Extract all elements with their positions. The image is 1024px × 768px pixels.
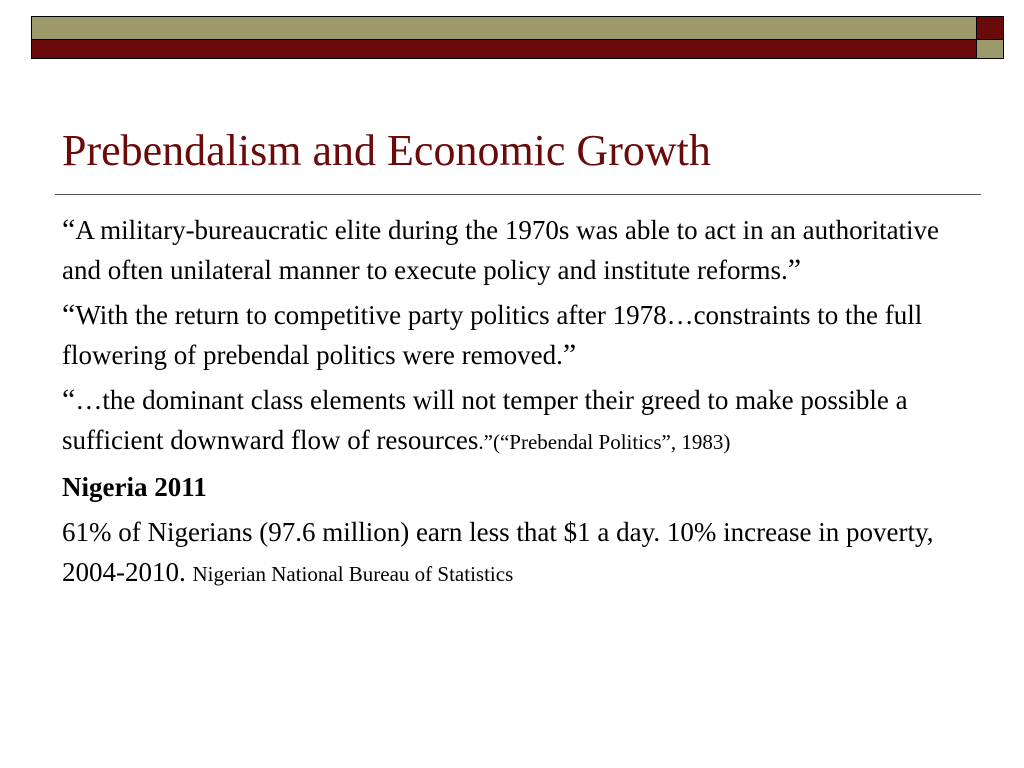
- quote-open-mark: “: [62, 213, 76, 246]
- quote-3-text: …the dominant class elements will not temper their greed to make possible a sufficient downward flow of resources: [62, 385, 908, 455]
- quote-1-text: A military-bureaucratic elite during the 1970s was able to act in an authoritative and often unilateral manner to execute policy and institute reforms.: [62, 215, 940, 285]
- quote-2-text: With the return to competitive party politics after 1978…constraints to the full flowering of prebendal politics were removed.: [62, 300, 923, 370]
- statistic: [62, 512, 967, 594]
- header-bar-maroon: [31, 40, 977, 59]
- quote-open-mark: “: [62, 383, 76, 416]
- quote-2: [62, 295, 967, 375]
- slide-title: Prebendalism and Economic Growth: [62, 126, 711, 175]
- quote-close-mark: ”: [562, 338, 577, 371]
- quote-open-mark: “: [62, 298, 76, 331]
- citation-year: , 1983): [670, 430, 731, 454]
- statistic-source: Nigerian National Bureau of Statistics: [192, 562, 514, 586]
- slide-body: [62, 210, 967, 599]
- statistic-text: 61% of Nigerians (97.6 million) earn less that $1 a day. 10% increase in poverty, 2004-2010.: [62, 517, 934, 587]
- quote-close-mark: ”: [787, 253, 802, 286]
- citation-close-mark: ”: [661, 430, 671, 454]
- quote-3: [62, 380, 967, 462]
- section-heading: Nigeria 2011: [62, 472, 207, 502]
- header-bar-olive: [31, 16, 977, 40]
- citation-title: Prebendal Politics: [509, 430, 662, 454]
- quote-1: [62, 210, 967, 290]
- header-square-top: [977, 16, 1004, 40]
- header-square-bottom: [977, 40, 1004, 59]
- citation-open-mark: “: [499, 430, 510, 454]
- title-divider: [55, 194, 981, 195]
- citation-lead: .”(: [478, 430, 500, 454]
